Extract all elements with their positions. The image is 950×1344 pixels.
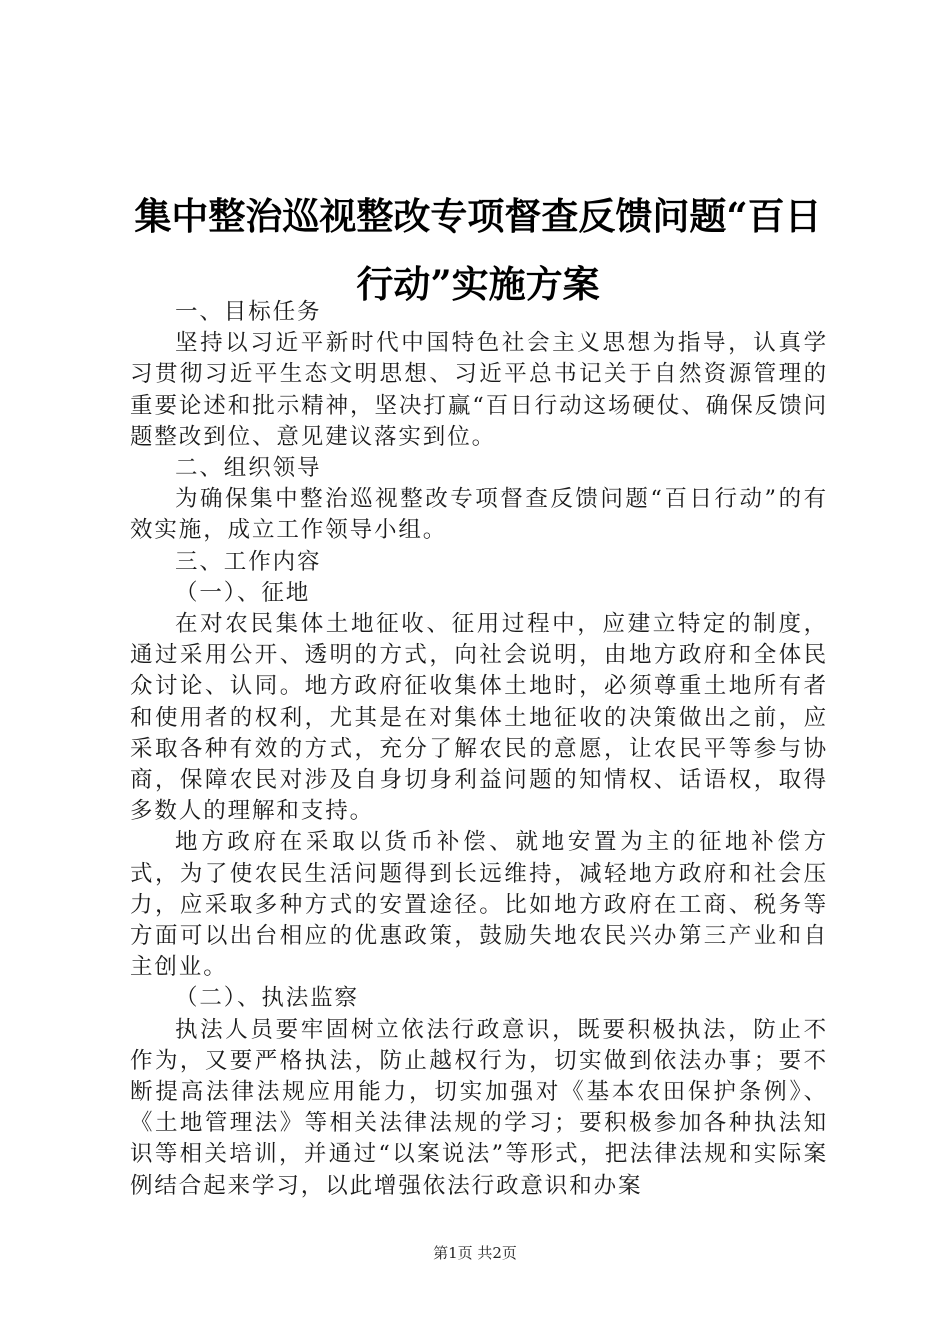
section-heading-goals: 一、目标任务 <box>175 299 322 325</box>
paragraph-goals: 坚持以习近平新时代中国特色社会主义思想为指导，认真学习贯彻习近平生态文明思想、习近平总书记关于自然资源管理的重要论述和批示精神，坚决打赢“百日行动这场硬仗、确保反馈问题整改到位、意见建议落实到位。 <box>130 330 828 450</box>
document-body <box>130 297 828 1202</box>
document-title: 集中整治巡视整改专项督查反馈问题“百日行动”实施方案 <box>134 194 822 306</box>
paragraph-land-acquisition-2: 地方政府在采取以货币补偿、就地安置为主的征地补偿方式，为了使农民生活问题得到长远维持，减轻地方政府和社会压力，应采取多种方式的安置途径。比如地方政府在工商、税务等方面可以出台相应的优惠政策，鼓励失地农民兴办第三产业和自主创业。 <box>130 829 828 981</box>
paragraph-land-acquisition-1: 在对农民集体土地征收、征用过程中，应建立特定的制度，通过采用公开、透明的方式，向社会说明，由地方政府和全体民众讨论、认同。地方政府征收集体土地时，必须尊重土地所有者和使用者的权利，尤其是在对集体土地征收的决策做出之前，应采取各种有效的方式，充分了解农民的意愿，让农民平等参与协商，保障农民对涉及自身切身利益问题的知情权、话语权，取得多数人的理解和支持。 <box>130 611 828 825</box>
paragraph-organization: 为确保集中整治巡视整改专项督查反馈问题“百日行动”的有效实施，成立工作领导小组。 <box>130 486 828 544</box>
section-heading-organization: 二、组织领导 <box>175 455 322 482</box>
subsection-heading-law-enforcement: （二）、执法监察 <box>175 985 359 1012</box>
page-footer: 第1页 共2页 <box>433 1244 517 1262</box>
paragraph-law-enforcement: 执法人员要牢固树立依法行政意识，既要积极执法，防止不作为，又要严格执法，防止越权行为，切实做到依法办事；要不断提高法律法规应用能力，切实加强对《基本农田保护条例》、《土地管理法》等相关法律法规的学习；要积极参加各种执法知识等相关培训，并通过“以案说法”等形式，把法律法规和实际案例结合起来学习，以此增强依法行政意识和办案 <box>130 1016 828 1199</box>
subsection-heading-land-acquisition: （一）、征地 <box>175 579 311 606</box>
section-heading-work-content: 三、工作内容 <box>175 548 322 575</box>
